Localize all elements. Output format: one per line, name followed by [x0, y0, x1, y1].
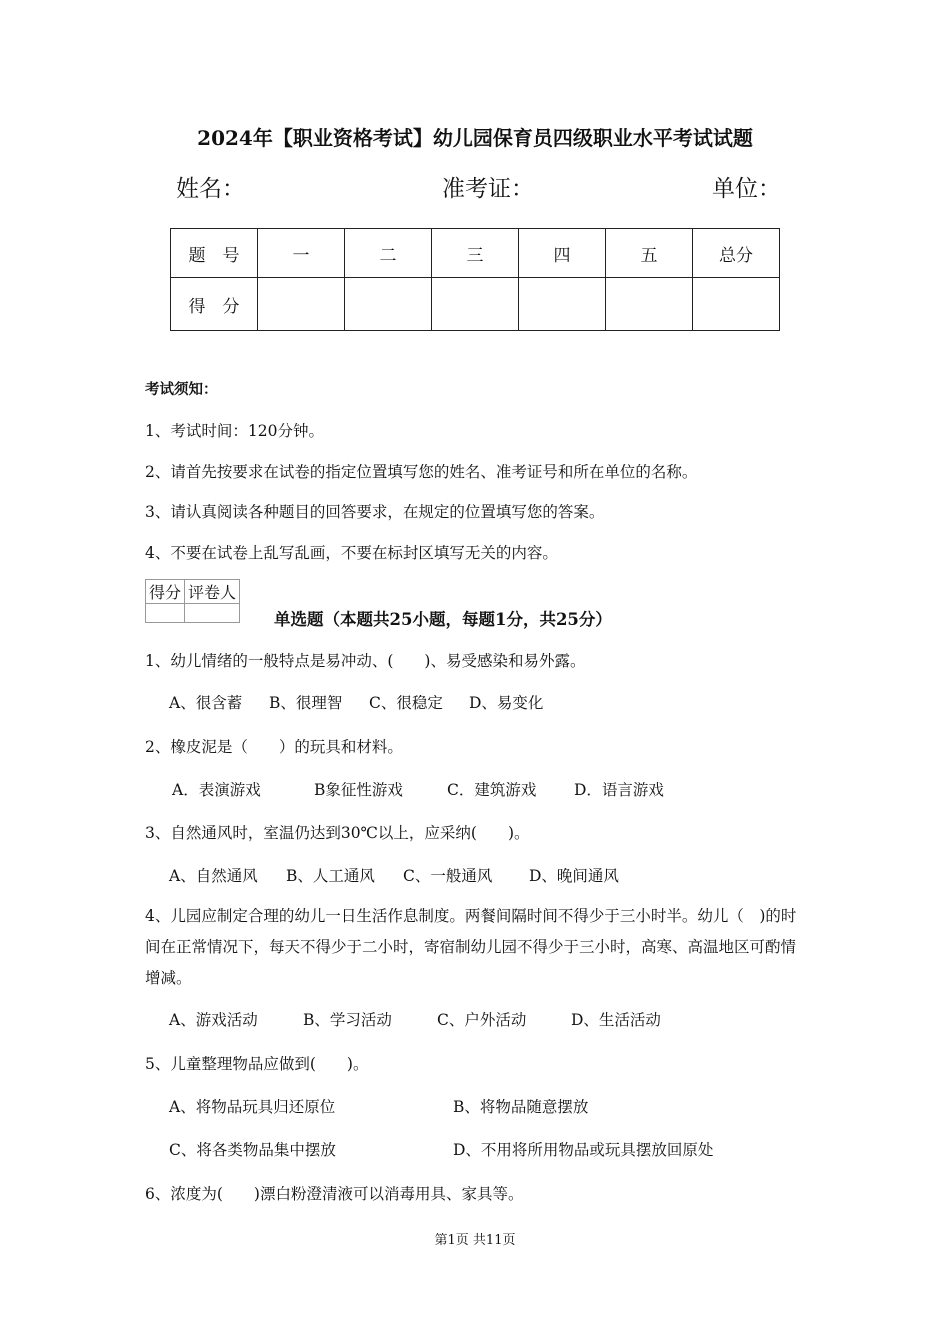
score-table-score-row — [171, 278, 780, 331]
score-header-total: 总分 — [693, 229, 780, 278]
score-header-4: 四 — [519, 229, 606, 278]
exam-number-field-label: 准考证： — [442, 176, 534, 202]
question-5-option-c: C、将各类物品集中摆放 — [169, 1141, 336, 1159]
score-header-2: 二 — [345, 229, 432, 278]
score-cell-4[interactable] — [519, 278, 606, 331]
question-5-option-a: A、将物品玩具归还原位 — [169, 1098, 336, 1116]
notice-item-1: 1、考试时间：120分钟。 — [145, 422, 324, 440]
question-2-option-c: C．建筑游戏 — [447, 781, 537, 799]
question-5-option-d: D、不用将所用物品或玩具摆放回原处 — [453, 1141, 714, 1159]
grader-box-score-label: 得分 — [146, 580, 185, 604]
grader-box-grader-cell[interactable] — [185, 604, 240, 623]
question-3-option-c: C、一般通风 — [403, 867, 493, 885]
grader-box-grader-label: 评卷人 — [185, 580, 240, 604]
question-4-option-c: C、户外活动 — [437, 1011, 527, 1029]
score-table — [170, 228, 780, 331]
question-4-option-a: A、游戏活动 — [169, 1011, 258, 1029]
notice-item-3: 3、请认真阅读各种题目的回答要求，在规定的位置填写您的答案。 — [145, 503, 605, 521]
name-field-label: 姓名： — [176, 176, 245, 202]
score-header-1: 一 — [258, 229, 345, 278]
question-3-option-b: B、人工通风 — [286, 867, 375, 885]
notice-heading: 考试须知： — [145, 381, 218, 398]
question-3-option-d: D、晚间通风 — [529, 867, 619, 885]
question-2-option-d: D．语言游戏 — [574, 781, 664, 799]
score-header-label: 题 号 — [171, 229, 258, 278]
question-4-option-d: D、生活活动 — [571, 1011, 661, 1029]
score-cell-1[interactable] — [258, 278, 345, 331]
unit-field-label: 单位： — [712, 176, 781, 202]
grader-box — [145, 579, 240, 623]
question-4-option-b: B、学习活动 — [303, 1011, 392, 1029]
question-4-stem: 4、儿园应制定合理的幼儿一日生活作息制度。两餐间隔时间不得少于三小时半。幼儿（ )的时间在正常情况下，每天不得少于二小时，寄宿制幼儿园不得少于三小时，高寒、高温地区可酌情增减。 — [145, 907, 797, 987]
question-2-option-a: A．表演游戏 — [172, 781, 261, 799]
section-title: 单选题（本题共25小题，每题1分，共25分） — [274, 610, 612, 629]
question-1-option-a: A、很含蓄 — [169, 694, 243, 712]
question-1-option-b: B、很理智 — [269, 694, 343, 712]
question-2-option-b: B象征性游戏 — [314, 781, 403, 799]
question-3-option-a: A、自然通风 — [169, 867, 258, 885]
grader-box-score-cell[interactable] — [146, 604, 185, 623]
question-1-stem: 1、幼儿情绪的一般特点是易冲动、( )、易受感染和易外露。 — [145, 652, 586, 670]
question-2-stem: 2、橡皮泥是（ ）的玩具和材料。 — [145, 738, 403, 756]
score-row-label: 得 分 — [171, 278, 258, 331]
score-table-header-row — [171, 229, 780, 278]
page-title: 2024年【职业资格考试】幼儿园保育员四级职业水平考试试题 — [197, 126, 753, 150]
question-6-stem: 6、浓度为( )漂白粉澄清液可以消毒用具、家具等。 — [145, 1185, 524, 1203]
question-1-option-c: C、很稳定 — [369, 694, 443, 712]
score-cell-2[interactable] — [345, 278, 432, 331]
score-cell-3[interactable] — [432, 278, 519, 331]
score-header-3: 三 — [432, 229, 519, 278]
question-1-option-d: D、易变化 — [469, 694, 544, 712]
page-footer: 第1页 共11页 — [434, 1233, 516, 1248]
score-cell-5[interactable] — [606, 278, 693, 331]
question-5-stem: 5、儿童整理物品应做到( )。 — [145, 1055, 369, 1073]
question-3-stem: 3、自然通风时，室温仍达到30℃以上，应采纳( )。 — [145, 824, 530, 842]
notice-item-4: 4、不要在试卷上乱写乱画，不要在标封区填写无关的内容。 — [145, 544, 558, 562]
notice-item-2: 2、请首先按要求在试卷的指定位置填写您的姓名、准考证号和所在单位的名称。 — [145, 463, 698, 481]
score-cell-total[interactable] — [693, 278, 780, 331]
score-header-5: 五 — [606, 229, 693, 278]
question-5-option-b: B、将物品随意摆放 — [453, 1098, 589, 1116]
